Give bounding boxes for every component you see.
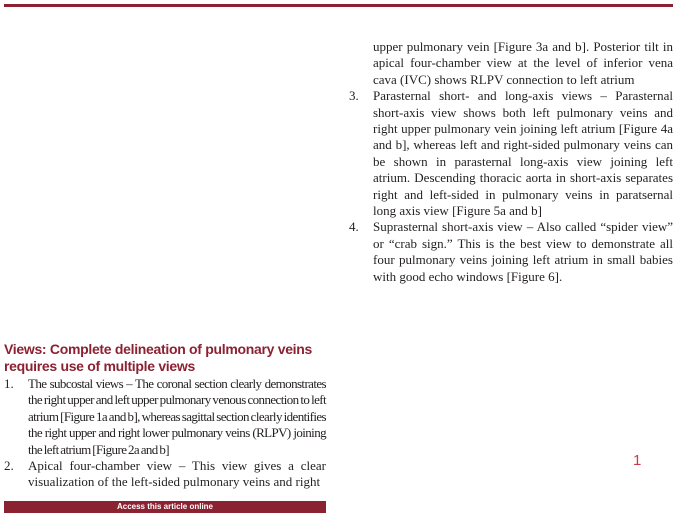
list-number: 2. xyxy=(4,458,14,474)
list-number: 1. xyxy=(4,376,14,391)
views-list xyxy=(4,376,326,491)
right-column xyxy=(349,39,673,285)
access-article-bar[interactable]: Access this article online xyxy=(4,501,326,513)
list-item-2 xyxy=(4,458,326,491)
list-item-4 xyxy=(349,219,673,285)
list-item-text: The subcostal views – The coronal section clearly demonstrates the right upper and left upper pulmonary venous connection to left atrium [Figure 1a and b], whereas sagittal section clearly identifies the right upper and right lower pulmonary veins (RLPV) joining the left atrium [Figure 2a and b] xyxy=(28,376,326,457)
list-item-text: Apical four-chamber view – This view gives a clear visualization of the left-sided pulmonary veins and right xyxy=(28,458,326,490)
list-number: 4. xyxy=(349,219,359,235)
page-number: 1 xyxy=(633,452,642,469)
section-heading: Views: Complete delineation of pulmonary veins requires use of multiple views xyxy=(4,341,313,374)
list-item-1 xyxy=(4,376,326,458)
list-number: 3. xyxy=(349,88,359,104)
list-item-text: Suprasternal short-axis view – Also called “spider view” or “crab sign.” This is the best view to demonstrate all four pulmonary veins joining left atrium in small babies with good echo windows [Figure 6]. xyxy=(373,219,673,284)
list-item-text: Parasternal short- and long-axis views – Parasternal short-axis view shows both left pulmonary veins and right upper pulmonary vein joining left atrium [Figure 4a and b], whereas left and right-sided pulmonary veins can be shown in parasternal long-axis view joining left atrium. Descending thoracic aorta in short-axis separates right and left-sided in pulmonary veins in paratsernal long axis view [Figure 5a and b] xyxy=(373,88,673,219)
left-column xyxy=(4,341,326,491)
top-rule xyxy=(4,4,673,7)
continued-item-text: upper pulmonary vein [Figure 3a and b]. Posterior tilt in apical four-chamber view at the level of inferior vena cava (IVC) shows RLPV connection to left atrium xyxy=(373,39,673,87)
list-item-3 xyxy=(349,88,673,219)
